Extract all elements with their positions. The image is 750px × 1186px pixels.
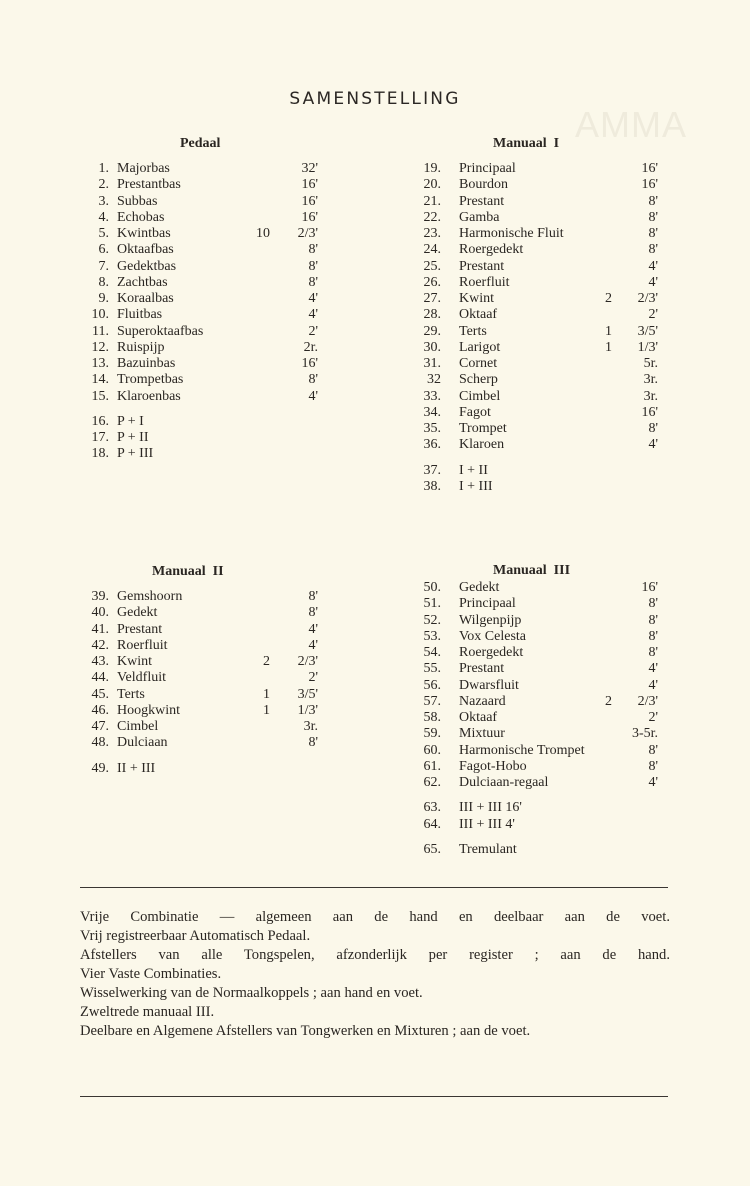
section-heading-manuaal-1: Manuaal I xyxy=(493,136,560,151)
register-row xyxy=(70,356,330,372)
register-pitch: 5r. xyxy=(643,356,658,371)
register-row xyxy=(70,372,330,388)
register-pitch: 2' xyxy=(648,307,658,323)
register-row xyxy=(400,775,660,791)
register-number: 27. xyxy=(423,291,441,306)
register-pitch: 2' xyxy=(308,323,318,339)
register-number: 55. xyxy=(423,661,441,677)
register-pitch: 8' xyxy=(648,226,658,241)
register-row xyxy=(400,580,660,596)
register-number: 52. xyxy=(423,612,441,628)
divider-bottom xyxy=(80,1096,668,1097)
register-pitch: 3r. xyxy=(643,372,658,388)
register-pitch: 8' xyxy=(648,645,658,660)
register-row xyxy=(400,307,660,323)
register-row xyxy=(400,242,660,258)
register-pitch: 16' xyxy=(641,404,658,420)
register-row xyxy=(70,622,330,638)
register-pitch: 16' xyxy=(641,580,658,595)
register-pitch: 2/3' xyxy=(637,291,658,306)
register-row xyxy=(400,275,660,291)
register-name: Kwint xyxy=(459,291,494,306)
register-number: 48. xyxy=(91,735,109,751)
register-pitch: 16' xyxy=(301,356,318,371)
register-number: 10. xyxy=(91,307,109,323)
register-pitch: 16' xyxy=(641,161,658,176)
register-number: 64. xyxy=(423,816,441,832)
register-pitch: 2' xyxy=(308,670,318,686)
register-number: 22. xyxy=(423,209,441,225)
register-name: Prestant xyxy=(459,193,505,209)
register-name: Fluitbas xyxy=(117,307,163,323)
register-name: Prestant xyxy=(117,621,163,637)
register-row xyxy=(70,389,330,405)
register-row xyxy=(400,161,660,177)
register-name: P + II xyxy=(117,430,149,445)
register-number: 57. xyxy=(423,693,441,709)
register-row xyxy=(400,291,660,307)
register-number: 2. xyxy=(98,177,109,193)
register-row xyxy=(70,242,330,258)
register-name: Vox Celesta xyxy=(459,628,527,644)
register-pitch: 16' xyxy=(301,177,318,193)
register-number: 30. xyxy=(423,339,441,355)
register-number: 19. xyxy=(423,161,441,176)
register-name: Hoogkwint xyxy=(117,702,180,718)
register-pitch: 3-5r. xyxy=(631,726,658,742)
register-number: 39. xyxy=(91,589,109,604)
register-number: 14. xyxy=(91,372,109,388)
register-pitch: 8' xyxy=(648,242,658,258)
coupler-row xyxy=(400,800,660,816)
register-number: 58. xyxy=(423,710,441,725)
register-pitch: 4' xyxy=(308,291,318,306)
register-number: 20. xyxy=(423,177,441,193)
register-number: 15. xyxy=(91,388,109,404)
register-pitch: 2/3' xyxy=(297,226,318,241)
register-pitch-whole: 2 xyxy=(263,654,270,669)
note-line: Vrije Combinatie — algemeen aan de hand en deelbaar aan de voet. xyxy=(80,909,670,925)
register-row xyxy=(400,613,660,629)
register-name: Trompet xyxy=(459,421,507,436)
register-list-manuaal-1 xyxy=(400,161,660,495)
register-name: Prestant xyxy=(459,258,505,274)
register-pitch: 2/3' xyxy=(637,693,658,709)
register-pitch: 8' xyxy=(648,596,658,612)
register-number: 32 xyxy=(427,372,441,388)
register-row xyxy=(400,259,660,275)
register-name: Tremulant xyxy=(459,841,517,857)
register-number: 9. xyxy=(98,291,109,306)
register-pitch: 3r. xyxy=(303,719,318,734)
register-number: 46. xyxy=(91,702,109,718)
register-number: 44. xyxy=(91,670,109,686)
register-row xyxy=(400,210,660,226)
register-row xyxy=(70,226,330,242)
register-name: Kwint xyxy=(117,654,152,669)
register-number: 6. xyxy=(98,242,109,258)
coupler-row xyxy=(400,817,660,833)
group-gap xyxy=(400,454,660,463)
register-pitch: 1/3' xyxy=(297,702,318,718)
section-heading-manuaal-2: Manuaal II xyxy=(152,564,224,579)
register-name: Dwarsfluit xyxy=(459,677,519,693)
register-pitch: 8' xyxy=(648,209,658,225)
register-row xyxy=(70,259,330,275)
register-number: 56. xyxy=(423,677,441,693)
register-pitch: 8' xyxy=(648,612,658,628)
register-row xyxy=(400,629,660,645)
register-row xyxy=(70,638,330,654)
register-number: 3. xyxy=(98,193,109,209)
register-number: 4. xyxy=(98,209,109,225)
register-pitch: 4' xyxy=(648,274,658,290)
register-name: P + I xyxy=(117,413,144,429)
register-name: I + II xyxy=(459,462,488,478)
register-pitch: 4' xyxy=(308,307,318,323)
group-gap xyxy=(70,752,330,761)
register-name: Veldfluit xyxy=(117,670,166,686)
page-title: SAMENSTELLING xyxy=(289,89,461,109)
register-row xyxy=(400,596,660,612)
register-name: Prestant xyxy=(459,661,505,677)
register-pitch: 3/5' xyxy=(637,323,658,339)
register-pitch-whole: 1 xyxy=(605,323,612,339)
register-row xyxy=(70,605,330,621)
register-name: Gemshoorn xyxy=(117,589,183,604)
register-number: 7. xyxy=(98,258,109,274)
register-number: 51. xyxy=(423,596,441,612)
register-number: 43. xyxy=(91,654,109,669)
register-row xyxy=(400,226,660,242)
register-name: Superoktaafbas xyxy=(117,323,204,339)
register-row xyxy=(400,356,660,372)
register-name: Bazuinbas xyxy=(117,356,176,371)
register-name: Fagot xyxy=(459,404,491,420)
coupler-row xyxy=(400,463,660,479)
register-pitch: 8' xyxy=(308,605,318,621)
register-pitch: 8' xyxy=(648,628,658,644)
register-pitch: 2/3' xyxy=(297,654,318,669)
register-number: 21. xyxy=(423,193,441,209)
register-number: 50. xyxy=(423,580,441,595)
register-number: 37. xyxy=(423,462,441,478)
register-name: Nazaard xyxy=(459,693,506,709)
group-gap xyxy=(400,833,660,842)
register-name: Harmonische Fluit xyxy=(459,226,564,241)
register-row xyxy=(400,194,660,210)
register-number: 31. xyxy=(423,356,441,371)
register-pitch: 4' xyxy=(648,258,658,274)
register-number: 59. xyxy=(423,726,441,742)
register-number: 12. xyxy=(91,339,109,355)
coupler-row xyxy=(70,414,330,430)
register-row xyxy=(70,161,330,177)
register-name: I + III xyxy=(459,478,493,494)
register-name: Oktaafbas xyxy=(117,242,174,258)
register-pitch: 4' xyxy=(648,775,658,790)
notes-block xyxy=(80,908,670,1041)
group-gap xyxy=(400,791,660,800)
register-number: 40. xyxy=(91,605,109,621)
register-row xyxy=(70,719,330,735)
register-number: 65. xyxy=(423,841,441,857)
register-row xyxy=(400,340,660,356)
register-name: Roergedekt xyxy=(459,645,524,660)
register-name: Principaal xyxy=(459,161,516,176)
register-number: 13. xyxy=(91,356,109,371)
register-pitch: 8' xyxy=(308,589,318,604)
register-pitch-whole: 10 xyxy=(256,226,270,241)
register-number: 61. xyxy=(423,758,441,774)
register-pitch: 8' xyxy=(308,258,318,274)
register-pitch: 32' xyxy=(301,161,318,176)
register-number: 11. xyxy=(92,323,109,339)
register-row xyxy=(400,694,660,710)
register-row xyxy=(70,194,330,210)
register-row xyxy=(70,177,330,193)
register-row xyxy=(70,307,330,323)
register-number: 53. xyxy=(423,628,441,644)
register-name: Dulciaan-regaal xyxy=(459,775,549,790)
register-number: 29. xyxy=(423,323,441,339)
register-name: II + III xyxy=(117,760,156,776)
register-row xyxy=(70,340,330,356)
register-name: Koraalbas xyxy=(117,291,174,306)
register-number: 16. xyxy=(91,413,109,429)
register-pitch: 8' xyxy=(308,735,318,751)
note-line: Afstellers van alle Tongspelen, afzonderlijk per register ; aan de hand. xyxy=(80,947,670,963)
register-name: Fagot-Hobo xyxy=(459,758,527,774)
register-pitch: 1/3' xyxy=(637,339,658,355)
section-heading-manuaal-3: Manuaal III xyxy=(493,563,571,578)
register-pitch: 3/5' xyxy=(297,686,318,702)
register-pitch-whole: 2 xyxy=(605,693,612,709)
register-number: 63. xyxy=(423,800,441,816)
register-name: Gedekt xyxy=(117,605,158,621)
register-name: Trompetbas xyxy=(117,372,184,388)
register-row xyxy=(70,275,330,291)
group-gap xyxy=(70,405,330,414)
register-number: 49. xyxy=(91,760,109,776)
register-pitch: 16' xyxy=(301,193,318,209)
extra-row xyxy=(400,842,660,858)
register-number: 23. xyxy=(423,226,441,241)
coupler-row xyxy=(400,479,660,495)
register-row xyxy=(400,177,660,193)
register-row xyxy=(400,437,660,453)
register-name: Cimbel xyxy=(459,388,501,404)
section-heading-pedaal: Pedaal xyxy=(180,136,221,151)
register-name: Gamba xyxy=(459,209,500,225)
register-row xyxy=(70,670,330,686)
register-row xyxy=(400,726,660,742)
register-name: Kwintbas xyxy=(117,226,171,241)
register-name: Oktaaf xyxy=(459,307,498,323)
register-name: Roerfluit xyxy=(117,637,168,653)
register-row xyxy=(400,389,660,405)
register-number: 38. xyxy=(423,478,441,494)
register-name: Roergedekt xyxy=(459,242,524,258)
register-row xyxy=(70,654,330,670)
register-number: 36. xyxy=(423,437,441,453)
register-name: Larigot xyxy=(459,339,501,355)
register-number: 24. xyxy=(423,242,441,258)
register-name: Cimbel xyxy=(117,719,159,734)
register-pitch: 4' xyxy=(648,661,658,677)
register-name: Klaroenbas xyxy=(117,388,181,404)
register-pitch: 8' xyxy=(308,242,318,258)
register-name: Harmonische Trompet xyxy=(459,742,585,758)
register-row xyxy=(400,645,660,661)
register-pitch: 4' xyxy=(308,637,318,653)
register-pitch: 16' xyxy=(641,177,658,193)
register-number: 42. xyxy=(91,637,109,653)
register-pitch-whole: 2 xyxy=(605,291,612,306)
register-number: 60. xyxy=(423,742,441,758)
register-row xyxy=(400,421,660,437)
register-name: Terts xyxy=(459,323,487,339)
register-number: 28. xyxy=(423,307,441,323)
register-pitch: 8' xyxy=(648,758,658,774)
register-name: III + III 16' xyxy=(459,800,522,816)
register-list-manuaal-2 xyxy=(70,589,330,777)
register-number: 17. xyxy=(91,430,109,445)
register-row xyxy=(400,372,660,388)
register-pitch: 8' xyxy=(648,421,658,436)
register-pitch: 8' xyxy=(648,742,658,758)
register-row xyxy=(70,703,330,719)
register-pitch: 8' xyxy=(648,193,658,209)
coupler-row xyxy=(70,446,330,462)
register-number: 54. xyxy=(423,645,441,660)
register-pitch: 16' xyxy=(301,209,318,225)
register-number: 35. xyxy=(423,421,441,436)
note-line: Deelbare en Algemene Afstellers van Tongwerken en Mixturen ; aan de voet. xyxy=(80,1023,531,1039)
register-name: Zachtbas xyxy=(117,274,168,290)
register-pitch-whole: 1 xyxy=(263,702,270,718)
register-pitch: 4' xyxy=(648,437,658,453)
register-name: Dulciaan xyxy=(117,735,168,751)
register-name: Mixtuur xyxy=(459,726,505,742)
note-line: Zweltrede manuaal III. xyxy=(80,1004,215,1020)
register-name: Principaal xyxy=(459,596,516,612)
register-row xyxy=(400,661,660,677)
note-line: Wisselwerking van de Normaalkoppels ; aan hand en voet. xyxy=(80,985,423,1001)
register-name: Subbas xyxy=(117,193,158,209)
register-name: Scherp xyxy=(459,372,498,388)
register-row xyxy=(70,735,330,751)
register-number: 33. xyxy=(423,388,441,404)
coupler-row xyxy=(70,761,330,777)
register-number: 25. xyxy=(423,258,441,274)
register-pitch: 8' xyxy=(308,274,318,290)
register-pitch-whole: 1 xyxy=(263,686,270,702)
coupler-row xyxy=(70,430,330,446)
register-name: Roerfluit xyxy=(459,274,510,290)
register-number: 34. xyxy=(423,404,441,420)
register-number: 41. xyxy=(91,621,109,637)
register-row xyxy=(400,759,660,775)
register-row xyxy=(70,589,330,605)
register-pitch-whole: 1 xyxy=(605,339,612,355)
divider-top xyxy=(80,887,668,888)
register-pitch: 2' xyxy=(648,710,658,725)
register-name: Bourdon xyxy=(459,177,508,193)
register-name: Prestantbas xyxy=(117,177,181,193)
register-name: Klaroen xyxy=(459,437,505,453)
register-list-manuaal-3 xyxy=(400,580,660,858)
register-pitch: 4' xyxy=(308,388,318,404)
register-pitch: 2r. xyxy=(303,339,318,355)
register-name: P + III xyxy=(117,446,154,462)
register-name: Gedekt xyxy=(459,580,500,595)
register-number: 5. xyxy=(98,226,109,241)
register-name: Echobas xyxy=(117,209,165,225)
register-pitch: 8' xyxy=(308,372,318,388)
register-number: 18. xyxy=(91,446,109,462)
register-name: Oktaaf xyxy=(459,710,498,725)
register-number: 1. xyxy=(98,161,109,176)
register-row xyxy=(400,710,660,726)
register-name: Ruispijp xyxy=(117,339,165,355)
register-row xyxy=(70,291,330,307)
register-row xyxy=(70,210,330,226)
register-name: Wilgenpijp xyxy=(459,612,522,628)
register-pitch: 4' xyxy=(648,677,658,693)
register-number: 62. xyxy=(423,775,441,790)
register-pitch: 3r. xyxy=(643,388,658,404)
register-number: 45. xyxy=(91,686,109,702)
note-line: Vrij registreerbaar Automatisch Pedaal. xyxy=(80,928,311,944)
bleed-through-watermark: AMMA xyxy=(575,104,687,145)
register-name: Cornet xyxy=(459,356,498,371)
register-row xyxy=(400,678,660,694)
register-name: Majorbas xyxy=(117,161,170,176)
register-row xyxy=(70,687,330,703)
register-name: Gedektbas xyxy=(117,258,177,274)
register-row xyxy=(400,743,660,759)
register-number: 26. xyxy=(423,274,441,290)
register-number: 47. xyxy=(91,719,109,734)
note-line: Vier Vaste Combinaties. xyxy=(80,966,222,982)
register-row xyxy=(70,324,330,340)
register-pitch: 4' xyxy=(308,621,318,637)
register-name: III + III 4' xyxy=(459,816,515,832)
register-number: 8. xyxy=(98,274,109,290)
register-name: Terts xyxy=(117,686,145,702)
register-row xyxy=(400,405,660,421)
register-row xyxy=(400,324,660,340)
register-list-pedaal xyxy=(70,161,330,463)
